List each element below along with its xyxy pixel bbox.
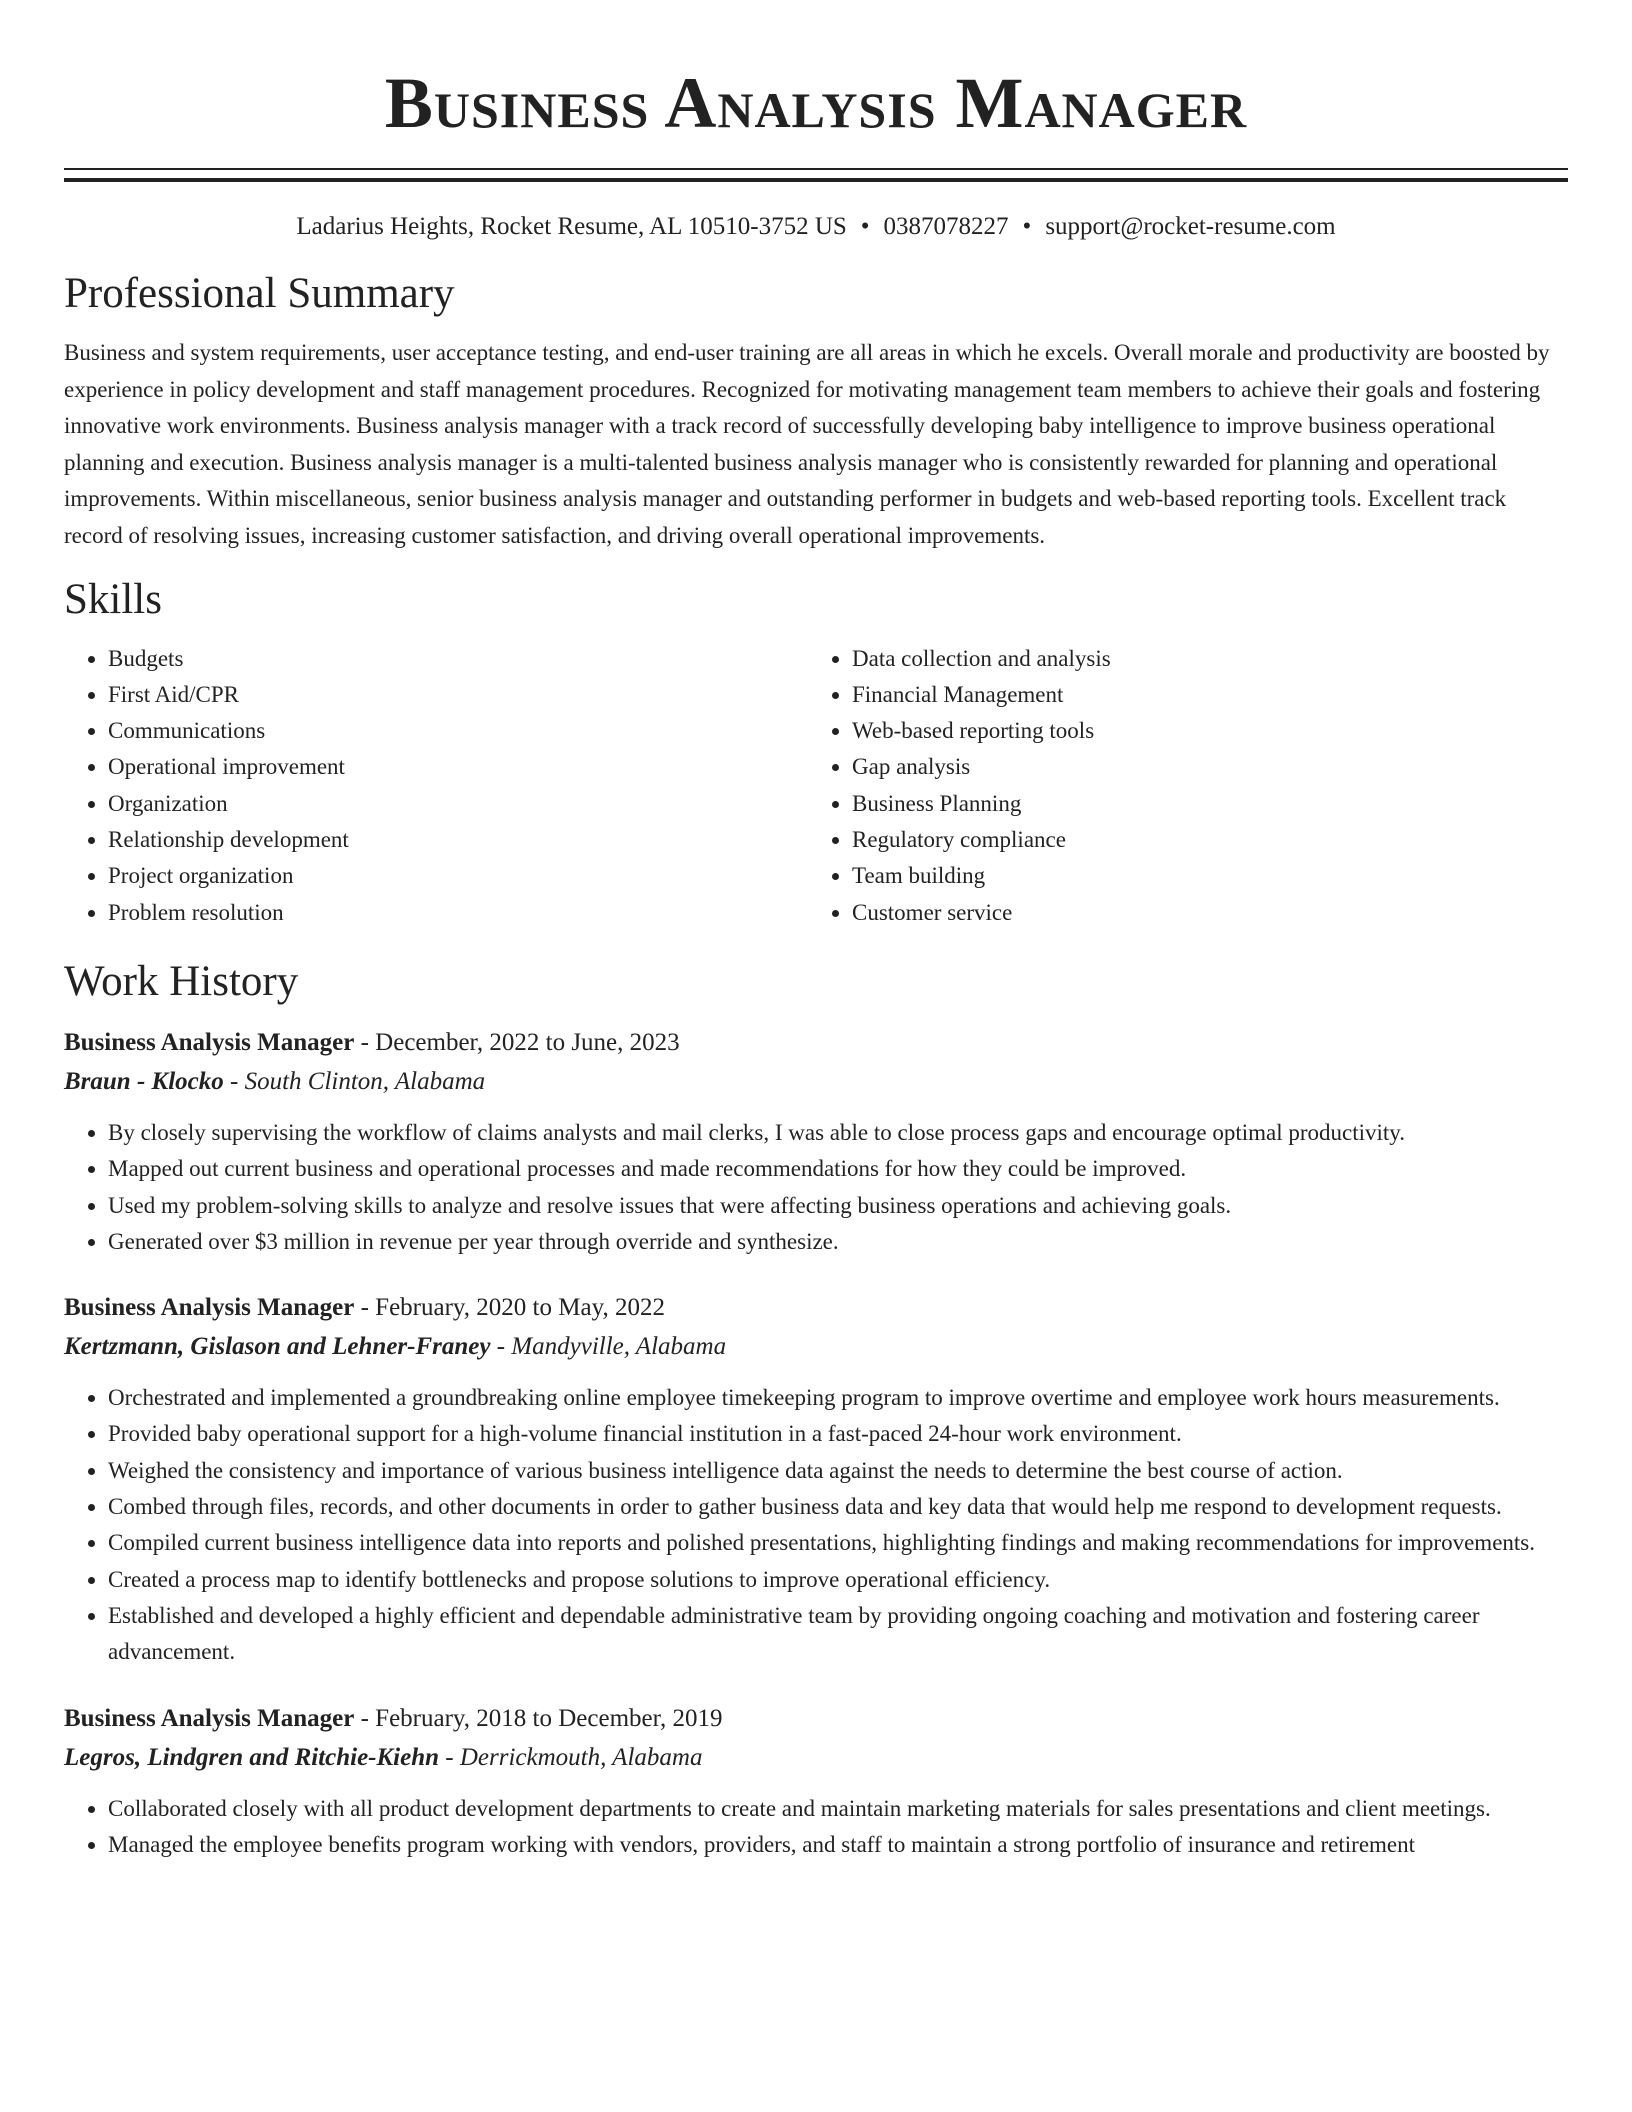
job-bullets xyxy=(64,1791,1568,1864)
skill-item: • Business Planning xyxy=(852,786,1552,822)
skills-list xyxy=(64,641,1568,931)
skill-item: • Team building xyxy=(852,858,1552,894)
job-title: Business Analysis Manager xyxy=(64,1704,355,1732)
summary-heading: Professional Summary xyxy=(64,270,455,317)
skill-item: • Organization xyxy=(108,786,808,822)
job-dash: - xyxy=(439,1743,460,1771)
job-bullet: • Managed the employee benefits program working with vendors, providers, and staff to maintain a strong portfolio of insurance and retirement xyxy=(108,1827,1568,1863)
job-dash: - xyxy=(354,1028,376,1056)
job-dash: - xyxy=(354,1294,376,1322)
job-bullet: • Mapped out current business and operational processes and made recommendations for how they could be improved. xyxy=(108,1151,1568,1187)
contact-separator: • xyxy=(1022,213,1032,240)
resume-name: Business Analysis Manager xyxy=(384,63,1248,143)
job-header xyxy=(64,1699,1568,1738)
job-entry xyxy=(64,1699,1568,1864)
skill-item: • Problem resolution xyxy=(108,895,808,931)
job-title: Business Analysis Manager xyxy=(64,1028,355,1056)
job-company: Braun - Klocko xyxy=(64,1067,224,1095)
job-location: Mandyville, Alabama xyxy=(511,1333,727,1361)
skill-item: • Financial Management xyxy=(852,677,1552,713)
skills-heading: Skills xyxy=(64,575,162,623)
job-company: Legros, Lindgren and Ritchie-Kiehn xyxy=(64,1743,440,1771)
work-history-heading: Work History xyxy=(64,957,299,1005)
job-employer xyxy=(64,1327,1568,1366)
job-dash: - xyxy=(490,1333,512,1361)
job-bullet: • Collaborated closely with all product development departments to create and maintain marketing materials for sales presentations and client meetings. xyxy=(108,1791,1568,1827)
skill-item: • Project organization xyxy=(108,858,808,894)
skill-item: • Relationship development xyxy=(108,822,808,858)
job-employer xyxy=(64,1738,1568,1777)
skills-left-column xyxy=(64,641,808,931)
contact-line xyxy=(64,209,1568,245)
job-dates: December, 2022 to June, 2023 xyxy=(375,1028,680,1056)
skill-item: • Web-based reporting tools xyxy=(852,713,1552,749)
job-dash: - xyxy=(223,1067,245,1095)
job-entry xyxy=(64,1288,1568,1670)
job-bullet: • Weighed the consistency and importance of various business intelligence data against the needs to determine the best course of action. xyxy=(108,1453,1568,1489)
skill-item: • Customer service xyxy=(852,895,1552,931)
contact-email: support@rocket-resume.com xyxy=(1045,213,1336,240)
job-bullet: • Created a process map to identify bottlenecks and propose solutions to improve operational efficiency. xyxy=(108,1562,1568,1598)
job-dates: February, 2018 to December, 2019 xyxy=(375,1704,723,1732)
contact-address: Ladarius Heights, Rocket Resume, AL 10510-3752 US xyxy=(296,213,847,240)
job-title: Business Analysis Manager xyxy=(64,1294,355,1322)
skill-item: • Gap analysis xyxy=(852,749,1552,785)
job-bullet: • Established and developed a highly efficient and dependable administrative team by providing ongoing coaching and motivation and fostering career advancement. xyxy=(108,1598,1568,1671)
job-bullet: • Compiled current business intelligence data into reports and polished presentations, highlighting findings and making recommendations for improvements. xyxy=(108,1525,1568,1561)
job-bullet: • By closely supervising the workflow of claims analysts and mail clerks, I was able to close process gaps and encourage optimal productivity. xyxy=(108,1115,1568,1151)
job-bullet: • Used my problem-solving skills to analyze and resolve issues that were affecting business operations and achieving goals. xyxy=(108,1188,1568,1224)
skill-item: • Budgets xyxy=(108,641,808,677)
skill-item: • Regulatory compliance xyxy=(852,822,1552,858)
job-dash: - xyxy=(354,1704,376,1732)
job-dates: February, 2020 to May, 2022 xyxy=(375,1294,665,1322)
skill-item: • First Aid/CPR xyxy=(108,677,808,713)
job-bullet: • Orchestrated and implemented a groundbreaking online employee timekeeping program to improve overtime and employee work hours measurements. xyxy=(108,1380,1568,1416)
job-bullets xyxy=(64,1380,1568,1670)
job-location: South Clinton, Alabama xyxy=(244,1067,486,1095)
job-employer xyxy=(64,1062,1568,1101)
job-bullet: • Combed through files, records, and other documents in order to gather business data and key data that would help me respond to development requests. xyxy=(108,1489,1568,1525)
job-location: Derrickmouth, Alabama xyxy=(459,1743,703,1771)
skill-item: • Operational improvement xyxy=(108,749,808,785)
skill-item: • Communications xyxy=(108,713,808,749)
job-header xyxy=(64,1288,1568,1327)
job-bullets xyxy=(64,1115,1568,1260)
skill-item: • Data collection and analysis xyxy=(852,641,1552,677)
header-divider xyxy=(64,168,1568,182)
contact-phone: 0387078227 xyxy=(883,213,1009,240)
skills-right-column xyxy=(808,641,1552,931)
job-entry xyxy=(64,1023,1568,1260)
contact-separator: • xyxy=(860,213,870,240)
job-company: Kertzmann, Gislason and Lehner-Franey xyxy=(64,1333,491,1361)
job-bullet: • Provided baby operational support for a high-volume financial institution in a fast-paced 24-hour work environment. xyxy=(108,1416,1568,1452)
summary-text: Business and system requirements, user acceptance testing, and end-user training are all areas in which he excels. Overall morale and productivity are boosted by experience in policy development and staff management procedures. Recognized for motivating management team members to achieve their goals and fostering innovative work environments. Business analysis manager with a track record of successfully developing baby intelligence to improve business operational planning and execution. Business analysis manager is a multi-talented business analysis manager who is consistently rewarded for planning and operational improvements. Within miscellaneous, senior business analysis manager and outstanding performer in budgets and web-based reporting tools. Excellent track record of resolving issues, increasing customer satisfaction, and driving overall operational improvements. xyxy=(64,340,1550,548)
job-header xyxy=(64,1023,1568,1062)
job-bullet: • Generated over $3 million in revenue per year through override and synthesize. xyxy=(108,1224,1568,1260)
